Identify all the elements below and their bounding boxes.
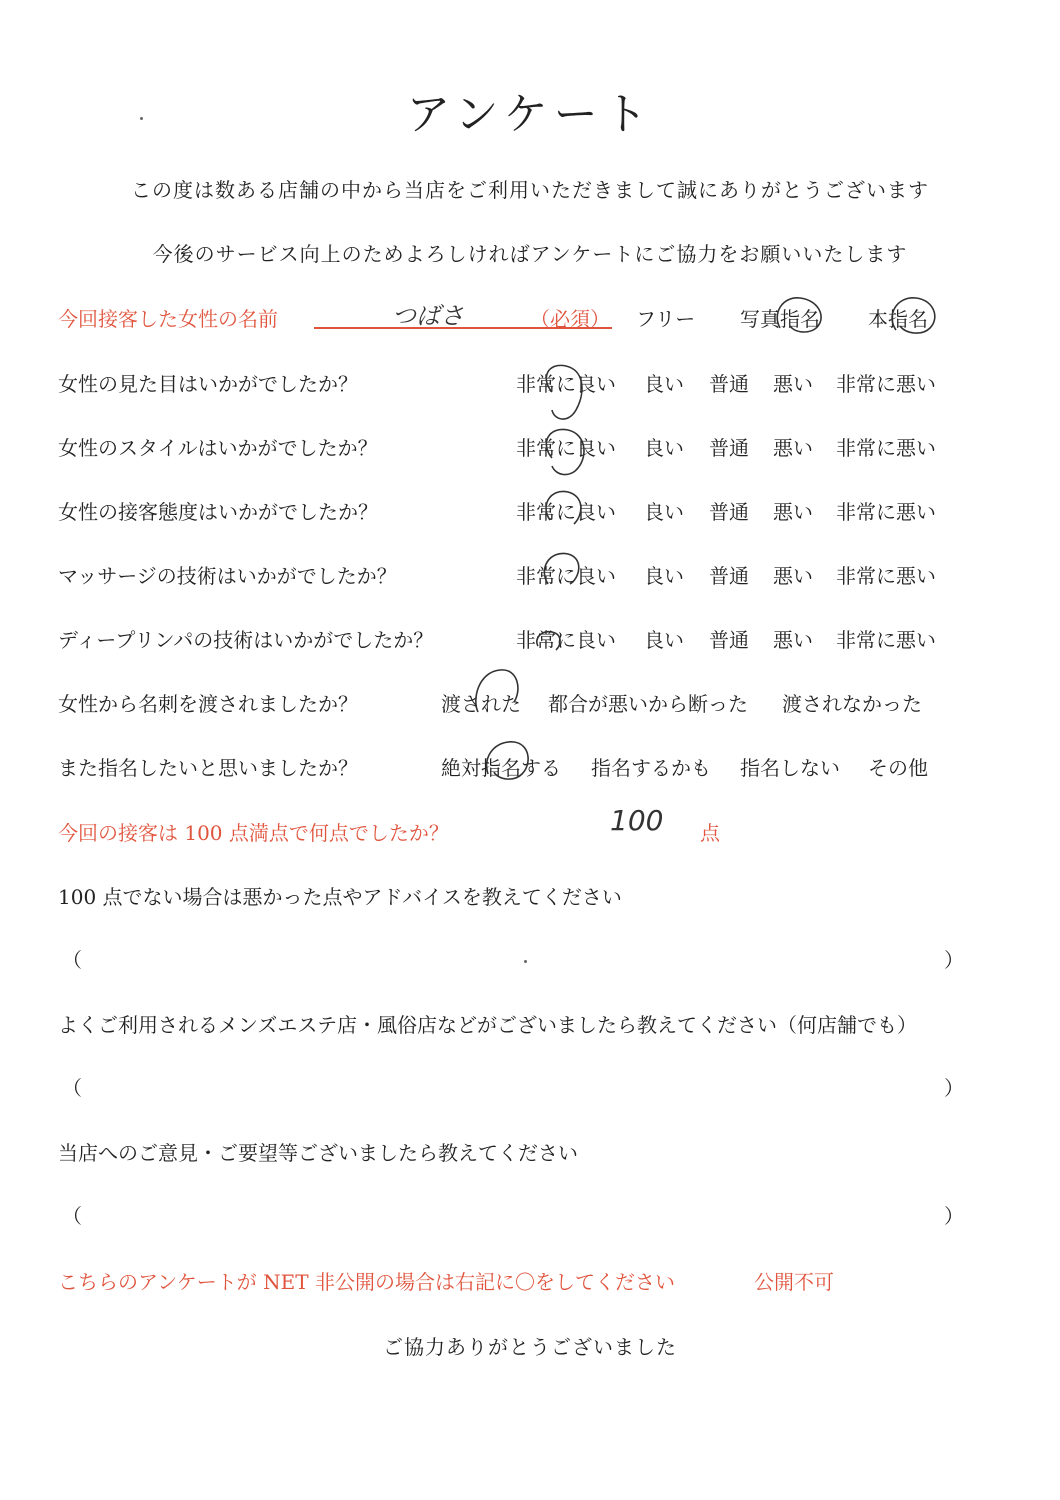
intro-line-2: 今後のサービス向上のためよろしければアンケートにご協力をお願いいたします <box>152 242 908 266</box>
handwritten-name: つばさ <box>392 302 464 330</box>
handwritten-score: 100 <box>610 804 664 837</box>
question-advice: 100 点でない場合は悪かった点やアドバイスを教えてください <box>58 885 622 909</box>
net-notice: こちらのアンケートが NET 非公開の場合は右記に〇をしてください <box>58 1270 675 1294</box>
option-free[interactable]: フリー <box>636 307 696 331</box>
rating-average[interactable]: 普通 <box>709 372 749 396</box>
paren-close: ） <box>944 1204 964 1228</box>
closing-message: ご協力ありがとうございました <box>383 1335 677 1359</box>
rating-average[interactable]: 普通 <box>709 436 749 460</box>
rating-average[interactable]: 普通 <box>709 500 749 524</box>
option-other[interactable]: その他 <box>868 756 928 780</box>
question-business-card: 女性から名刺を渡されましたか？ <box>58 692 358 716</box>
page-title: アンケート <box>406 89 654 140</box>
question-nominate-again: また指名したいと思いましたか？ <box>58 756 358 780</box>
rating-very-bad[interactable]: 非常に悪い <box>836 436 936 460</box>
option-main-nomination[interactable]: 本指名 <box>868 307 928 331</box>
rating-very-good[interactable]: 非常に良い <box>516 628 616 652</box>
rating-good[interactable]: 良い <box>644 564 684 588</box>
stray-dot <box>524 960 527 963</box>
rating-very-bad[interactable]: 非常に悪い <box>836 500 936 524</box>
required-label: （必須） <box>530 307 610 331</box>
rating-good[interactable]: 良い <box>644 372 684 396</box>
paren-close: ） <box>944 948 964 972</box>
option-definitely[interactable]: 絶対指名する <box>441 756 561 780</box>
question-score: 今回の接客は 100 点満点で何点でしたか？ <box>58 821 449 845</box>
paren-open: （ <box>62 1076 82 1100</box>
rating-very-good[interactable]: 非常に良い <box>516 564 616 588</box>
paren-close: ） <box>944 1076 964 1100</box>
rating-average[interactable]: 普通 <box>709 564 749 588</box>
intro-line-1: この度は数ある店舗の中から当店をご利用いただきまして誠にありがとうございます <box>131 178 929 202</box>
rating-bad[interactable]: 悪い <box>773 564 813 588</box>
rating-good[interactable]: 良い <box>644 500 684 524</box>
question-service-attitude: 女性の接客態度はいかがでしたか？ <box>58 500 378 524</box>
option-photo-nomination[interactable]: 写真指名 <box>740 307 820 331</box>
rating-very-good[interactable]: 非常に良い <box>516 372 616 396</box>
option-no[interactable]: 指名しない <box>740 756 840 780</box>
question-style: 女性のスタイルはいかがでしたか？ <box>58 436 378 460</box>
option-maybe[interactable]: 指名するかも <box>591 756 711 780</box>
rating-very-good[interactable]: 非常に良い <box>516 500 616 524</box>
paren-open: （ <box>62 948 82 972</box>
question-massage-skill: マッサージの技術はいかがでしたか？ <box>58 564 397 588</box>
rating-very-bad[interactable]: 非常に悪い <box>836 372 936 396</box>
question-opinions: 当店へのご意見・ご要望等ございましたら教えてください <box>58 1141 578 1165</box>
option-private[interactable]: 公開不可 <box>754 1270 834 1294</box>
rating-bad[interactable]: 悪い <box>773 628 813 652</box>
option-declined[interactable]: 都合が悪いから断った <box>548 692 748 716</box>
rating-good[interactable]: 良い <box>644 628 684 652</box>
rating-average[interactable]: 普通 <box>709 628 749 652</box>
rating-bad[interactable]: 悪い <box>773 500 813 524</box>
stray-dot <box>140 117 143 120</box>
name-label: 今回接客した女性の名前 <box>58 307 278 331</box>
paren-open: （ <box>62 1204 82 1228</box>
option-not-received[interactable]: 渡されなかった <box>782 692 922 716</box>
option-received[interactable]: 渡された <box>441 692 521 716</box>
question-deep-lymph-skill: ディープリンパの技術はいかがでしたか？ <box>58 628 434 652</box>
rating-good[interactable]: 良い <box>644 436 684 460</box>
rating-very-bad[interactable]: 非常に悪い <box>836 628 936 652</box>
rating-very-good[interactable]: 非常に良い <box>516 436 616 460</box>
score-unit: 点 <box>700 821 720 845</box>
question-appearance: 女性の見た目はいかがでしたか？ <box>58 372 358 396</box>
rating-bad[interactable]: 悪い <box>773 372 813 396</box>
rating-very-bad[interactable]: 非常に悪い <box>836 564 936 588</box>
rating-bad[interactable]: 悪い <box>773 436 813 460</box>
question-other-shops: よくご利用されるメンズエステ店・風俗店などがございましたら教えてください（何店舗でも） <box>58 1013 917 1037</box>
